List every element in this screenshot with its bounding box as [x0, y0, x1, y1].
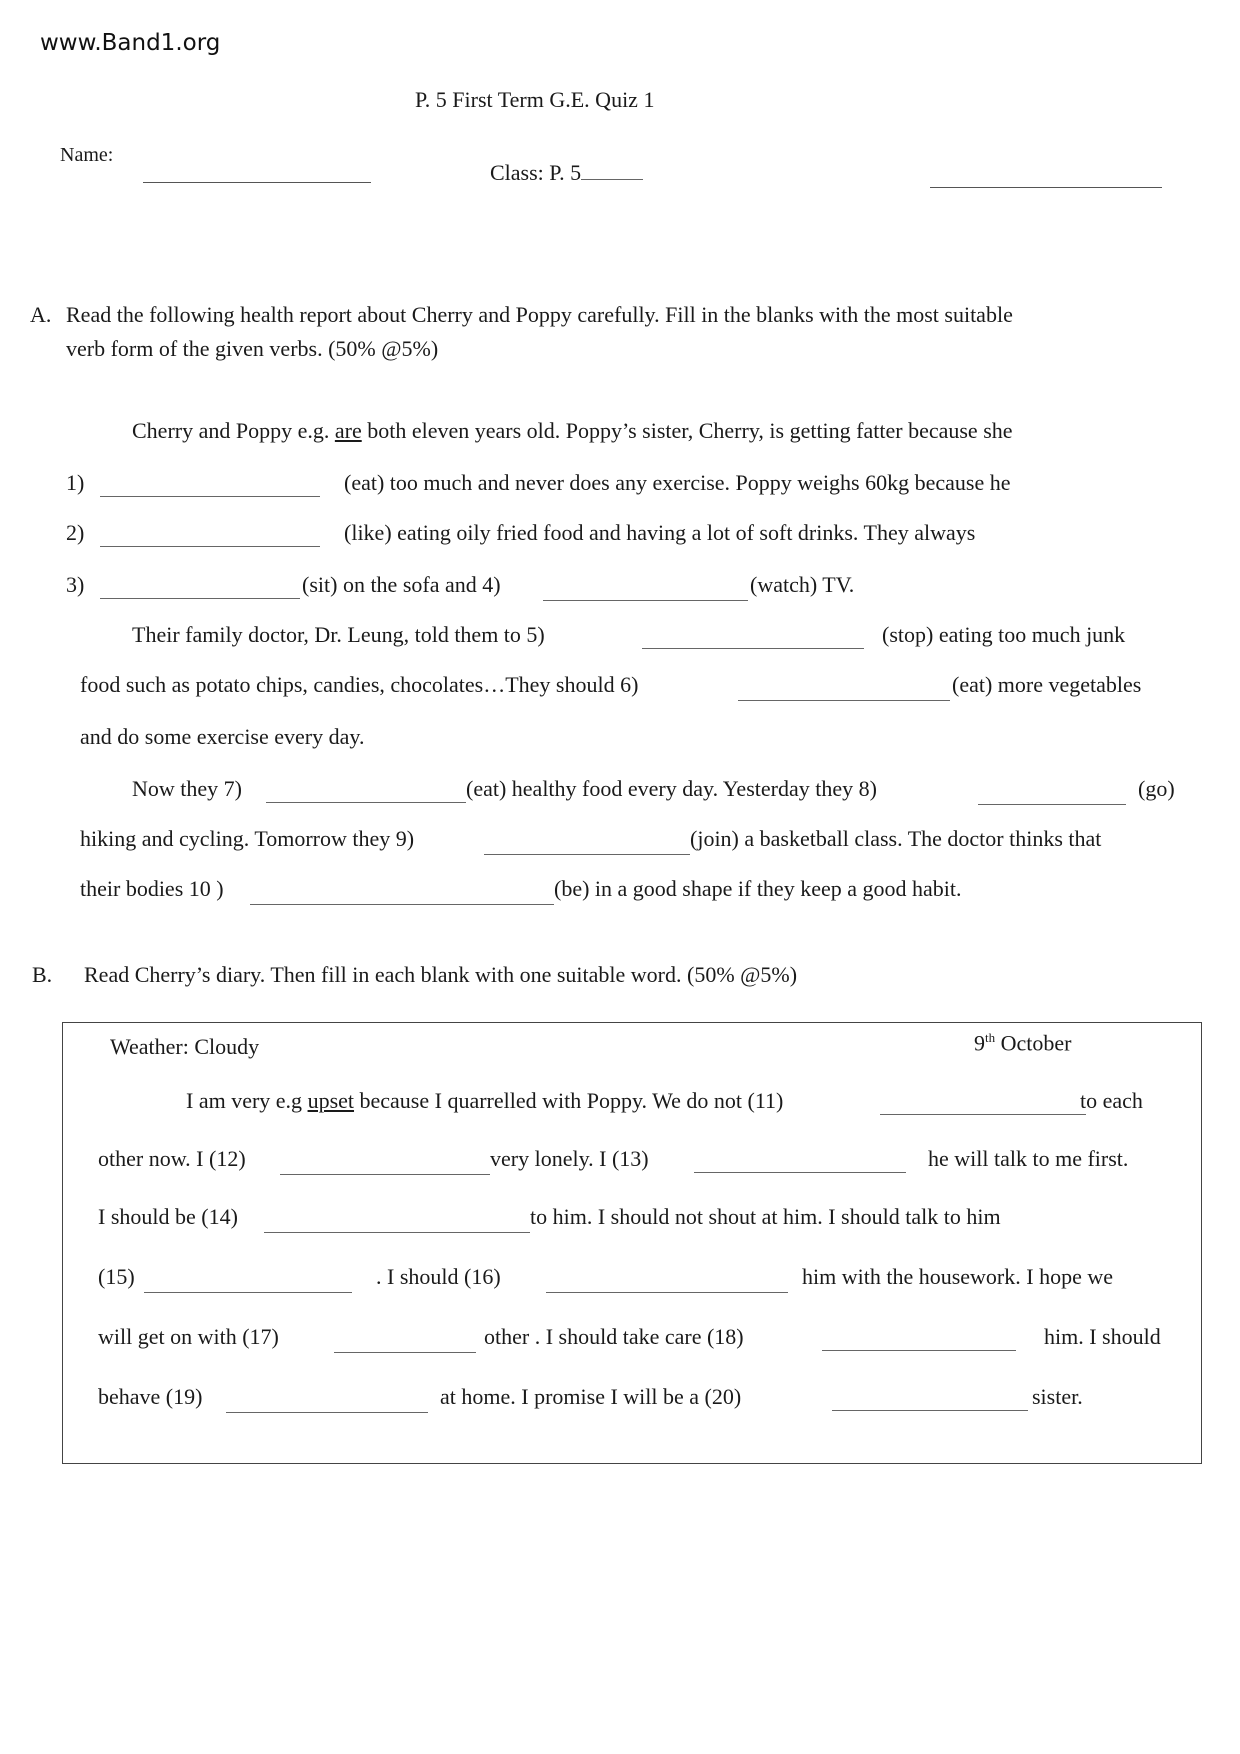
- answer-blank-19[interactable]: [226, 1394, 428, 1413]
- quiz-title: P. 5 First Term G.E. Quiz 1: [415, 87, 655, 112]
- question-2-num: 2): [66, 520, 85, 545]
- paragraph-3-g: (be) in a good shape if they keep a good habit.: [554, 876, 962, 901]
- paragraph-3-e: (join) a basketball class. The doctor thinks that: [690, 826, 1102, 851]
- answer-blank-17[interactable]: [334, 1334, 476, 1353]
- answer-blank-9[interactable]: [484, 836, 690, 855]
- diary-line-4-b: . I should (16): [376, 1264, 501, 1289]
- diary-line-2-a: other now. I (12): [98, 1146, 246, 1171]
- diary-line-2-b: very lonely. I (13): [490, 1146, 649, 1171]
- diary-line-3-a: I should be (14): [98, 1204, 238, 1229]
- text: both eleven years old. Poppy’s sister, Cherry, is getting fatter because she: [361, 418, 1013, 443]
- paragraph-3-b: (eat) healthy food every day. Yesterday they 8): [466, 776, 877, 801]
- answer-blank-12[interactable]: [280, 1156, 490, 1175]
- answer-blank-15[interactable]: [144, 1274, 352, 1293]
- question-1-num: 1): [66, 470, 85, 495]
- diary-weather: Weather: Cloudy: [110, 1034, 260, 1059]
- class-field[interactable]: [490, 160, 643, 186]
- diary-line-6-c: sister.: [1032, 1384, 1083, 1409]
- paragraph-2-c: food such as potato chips, candies, chocolates…They should 6): [80, 672, 639, 697]
- text: Cherry and Poppy e.g.: [132, 418, 335, 443]
- paragraph-2-d: (eat) more vegetables: [952, 672, 1142, 697]
- answer-blank-14[interactable]: [264, 1214, 530, 1233]
- diary-line-3-b: to him. I should not shout at him. I should talk to him: [530, 1204, 1001, 1229]
- class-blank[interactable]: [581, 163, 643, 180]
- diary-line-4-a: (15): [98, 1264, 135, 1289]
- diary-line-5-c: him. I should: [1044, 1324, 1161, 1349]
- example-answer: are: [334, 418, 362, 443]
- paragraph-2-b: (stop) eating too much junk: [882, 622, 1126, 647]
- class-label: Class: P. 5: [490, 160, 582, 185]
- answer-blank-4[interactable]: [543, 582, 748, 601]
- question-3-text: (sit) on the sofa and 4): [302, 572, 501, 597]
- answer-blank-18[interactable]: [822, 1332, 1016, 1351]
- paragraph-3-c: (go): [1138, 776, 1175, 801]
- paragraph-3-f: their bodies 10 ): [80, 876, 224, 901]
- diary-line-2-c: he will talk to me first.: [928, 1146, 1129, 1171]
- text: I am very e.g: [186, 1088, 308, 1113]
- diary-line-6-b: at home. I promise I will be a (20): [440, 1384, 742, 1409]
- section-a-instructions-1: Read the following health report about Cherry and Poppy carefully. Fill in the blanks with the most suitable: [66, 302, 1013, 327]
- answer-blank-5[interactable]: [642, 630, 864, 649]
- website-watermark: www.Band1.org: [40, 30, 221, 56]
- name-label: Name:: [60, 148, 114, 162]
- answer-blank-20[interactable]: [832, 1392, 1028, 1411]
- paragraph-1-line: [132, 418, 1013, 444]
- answer-blank-8[interactable]: [978, 786, 1126, 805]
- answer-blank-16[interactable]: [546, 1274, 788, 1293]
- signature-field[interactable]: [930, 187, 1162, 188]
- diary-line-5-a: will get on with (17): [98, 1324, 279, 1349]
- diary-line-4-c: him with the housework. I hope we: [802, 1264, 1113, 1289]
- answer-blank-6[interactable]: [738, 682, 950, 701]
- section-a-instructions-2: verb form of the given verbs. (50% @5%): [66, 336, 439, 361]
- paragraph-3-d: hiking and cycling. Tomorrow they 9): [80, 826, 415, 851]
- date-suffix: th: [985, 1030, 996, 1045]
- text: because I quarrelled with Poppy. We do not (11): [354, 1088, 784, 1113]
- example-answer: upset: [307, 1088, 355, 1113]
- diary-line-5-b: other . I should take care (18): [484, 1324, 744, 1349]
- answer-blank-1[interactable]: [100, 478, 320, 497]
- section-b-letter: B.: [32, 962, 53, 987]
- name-field[interactable]: [143, 182, 371, 183]
- diary-line-1: [186, 1088, 783, 1114]
- answer-blank-7[interactable]: [266, 784, 466, 803]
- answer-blank-3[interactable]: [100, 580, 300, 599]
- diary-line-6-a: behave (19): [98, 1384, 203, 1409]
- paragraph-2-e: and do some exercise every day.: [80, 724, 365, 749]
- section-b-instructions: Read Cherry’s diary. Then fill in each blank with one suitable word. (50% @5%): [84, 962, 798, 987]
- section-a-letter: A.: [30, 302, 52, 327]
- question-4-text: (watch) TV.: [750, 572, 855, 597]
- answer-blank-11[interactable]: [880, 1096, 1086, 1115]
- paragraph-2-a: Their family doctor, Dr. Leung, told them to 5): [132, 622, 545, 647]
- question-1-text: (eat) too much and never does any exercise. Poppy weighs 60kg because he: [344, 470, 1011, 495]
- paragraph-3-a: Now they 7): [132, 776, 242, 801]
- answer-blank-2[interactable]: [100, 528, 320, 547]
- diary-date: [974, 1030, 1071, 1056]
- date-month: October: [995, 1030, 1072, 1056]
- diary-line-1-end: to each: [1080, 1088, 1143, 1113]
- date-day: 9: [974, 1030, 985, 1056]
- question-2-text: (like) eating oily fried food and having a lot of soft drinks. They always: [344, 520, 976, 545]
- question-3-num: 3): [66, 572, 85, 597]
- answer-blank-10[interactable]: [250, 886, 554, 905]
- answer-blank-13[interactable]: [694, 1154, 906, 1173]
